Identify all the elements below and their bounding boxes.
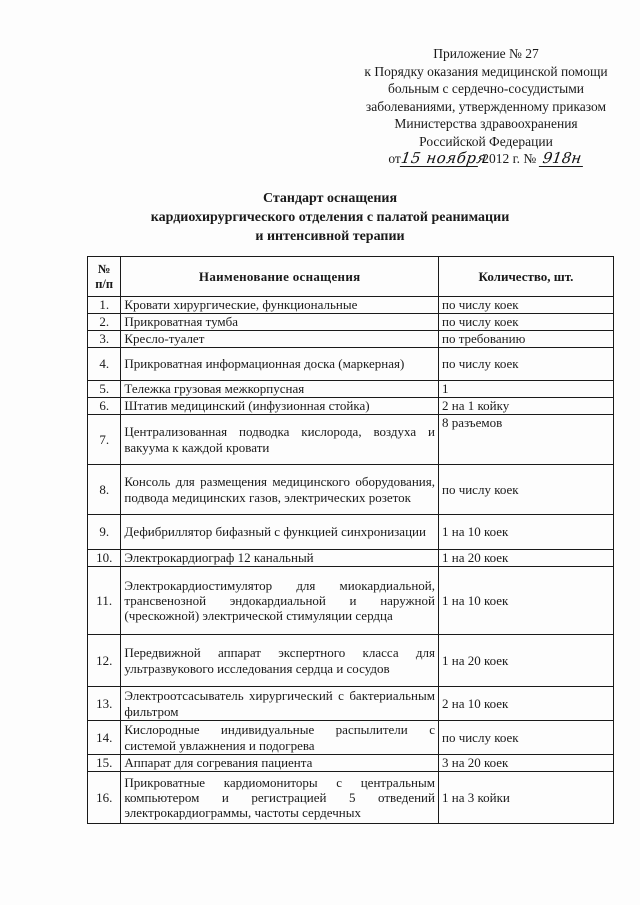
row-number: 3. xyxy=(88,331,121,348)
row-name: Аппарат для согревания пациента xyxy=(121,755,439,772)
row-quantity: по требованию xyxy=(438,331,613,348)
row-number: 11. xyxy=(88,567,121,635)
row-name: Прикроватная тумба xyxy=(121,314,439,331)
header-quantity: Количество, шт. xyxy=(438,257,613,297)
title-line-1: Стандарт оснащения xyxy=(262,191,398,206)
table-header-row xyxy=(88,257,614,297)
row-number: 12. xyxy=(88,635,121,687)
title-line-2: кардиохирургического отделения с палатой реанимации xyxy=(150,210,510,225)
row-number: 15. xyxy=(88,755,121,772)
row-quantity: по числу коек xyxy=(438,465,613,515)
table-row xyxy=(88,550,614,567)
row-number: 14. xyxy=(88,721,121,755)
row-quantity: 1 на 20 коек xyxy=(438,550,613,567)
table-row xyxy=(88,772,614,824)
row-quantity: 8 разъемов xyxy=(438,415,613,465)
appendix-line-1: Приложение № 27 xyxy=(433,46,539,61)
handwritten-date: 15 ноября xyxy=(399,149,489,167)
row-name: Кровати хирургические, функциональные xyxy=(121,297,439,314)
row-quantity: 1 на 10 коек xyxy=(438,567,613,635)
row-name: Штатив медицинский (инфузионная стойка) xyxy=(121,398,439,415)
row-name: Электрокардиостимулятор для миокардиальной, трансвенозной эндокардиальной и наружной (чрескожной) электрической стимуляции сердца xyxy=(121,567,439,635)
row-name: Прикроватные кардиомониторы с центральным компьютером и регистрацией 5 отведений электрокардиограммы, частоты сердечных xyxy=(121,772,439,824)
header-number-line-2: п/п xyxy=(95,276,114,291)
title-line-3: и интенсивной терапии xyxy=(255,229,405,244)
row-number: 5. xyxy=(88,381,121,398)
appendix-line-6: Российской Федерации xyxy=(419,133,553,149)
table-row xyxy=(88,687,614,721)
row-name: Передвижной аппарат экспертного класса для ультразвукового исследования сердца и сосудов xyxy=(121,635,439,687)
header-number xyxy=(88,257,121,297)
row-name: Тележка грузовая межкорпусная xyxy=(121,381,439,398)
date-prefix: от xyxy=(388,151,401,166)
row-number: 10. xyxy=(88,550,121,567)
row-number: 4. xyxy=(88,348,121,381)
appendix-line-2: к Порядку оказания медицинской помощи xyxy=(364,63,608,79)
row-quantity: 1 xyxy=(438,381,613,398)
row-quantity: по числу коек xyxy=(438,314,613,331)
row-quantity: 3 на 20 коек xyxy=(438,755,613,772)
table-row xyxy=(88,297,614,314)
table-row xyxy=(88,721,614,755)
table-row xyxy=(88,465,614,515)
row-number: 13. xyxy=(88,687,121,721)
row-quantity: 2 на 10 коек xyxy=(438,687,613,721)
row-quantity: по числу коек xyxy=(438,721,613,755)
table-row xyxy=(88,398,614,415)
year-text: 2012 г. № xyxy=(482,151,537,166)
row-quantity: 1 на 20 коек xyxy=(438,635,613,687)
row-number: 8. xyxy=(88,465,121,515)
row-number: 16. xyxy=(88,772,121,824)
row-name: Централизованная подводка кислорода, воздуха и вакуума к каждой кровати xyxy=(121,415,439,465)
row-name: Электроотсасыватель хирургический с бактериальным фильтром xyxy=(121,687,439,721)
document-title xyxy=(60,189,600,246)
row-name: Прикроватная информационная доска (маркерная) xyxy=(121,348,439,381)
appendix-line-3: больным с сердечно-сосудистыми xyxy=(387,81,585,96)
row-quantity: 1 на 3 койки xyxy=(438,772,613,824)
table-row xyxy=(88,635,614,687)
appendix-header xyxy=(340,45,632,168)
row-quantity: 2 на 1 койку xyxy=(438,398,613,415)
header-number-line-1: № xyxy=(97,261,111,276)
appendix-line-5: Министерства здравоохранения xyxy=(394,116,578,131)
appendix-line-4: заболеваниями, утвержденному приказом xyxy=(365,98,607,114)
row-number: 2. xyxy=(88,314,121,331)
order-date-line xyxy=(340,150,632,168)
row-quantity: 1 на 10 коек xyxy=(438,515,613,550)
equipment-table xyxy=(87,256,614,824)
row-name: Дефибриллятор бифазный с функцией синхронизации xyxy=(121,515,439,550)
table-row xyxy=(88,415,614,465)
table-row xyxy=(88,515,614,550)
table-row xyxy=(88,567,614,635)
row-quantity: по числу коек xyxy=(438,297,613,314)
header-name: Наименование оснащения xyxy=(121,257,439,297)
row-quantity: по числу коек xyxy=(438,348,613,381)
row-name: Консоль для размещения медицинского оборудования, подвода медицинских газов, электрических розеток xyxy=(121,465,439,515)
table-row xyxy=(88,381,614,398)
table-row xyxy=(88,348,614,381)
row-number: 7. xyxy=(88,415,121,465)
table-row xyxy=(88,755,614,772)
table-row xyxy=(88,314,614,331)
row-number: 1. xyxy=(88,297,121,314)
row-number: 6. xyxy=(88,398,121,415)
row-number: 9. xyxy=(88,515,121,550)
table-row xyxy=(88,331,614,348)
row-name: Электрокардиограф 12 канальный xyxy=(121,550,439,567)
row-name: Кресло-туалет xyxy=(121,331,439,348)
row-name: Кислородные индивидуальные распылители с системой увлажнения и подогрева xyxy=(121,721,439,755)
handwritten-order-number: 918н xyxy=(538,150,584,167)
